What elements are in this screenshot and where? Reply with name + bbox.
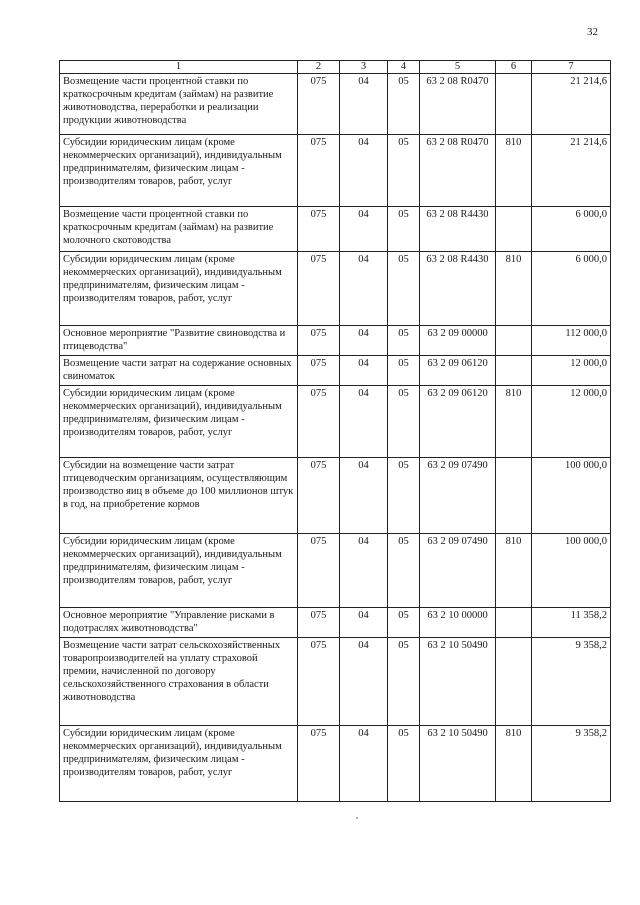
row-name: Возмещение части процентной ставки по краткосрочным кредитам (займам) на развитие животноводства, переработки и реализации продукции животноводства (60, 74, 298, 135)
table-row (60, 534, 611, 608)
row-amount: 6 000,0 (532, 252, 611, 326)
row-amount: 6 000,0 (532, 207, 611, 252)
row-subsection-code: 05 (388, 534, 420, 608)
row-expense-type: 810 (496, 252, 532, 326)
table-row (60, 386, 611, 458)
row-section-code: 04 (340, 458, 388, 534)
row-name: Субсидии юридическим лицам (кроме некоммерческих организаций), индивидуальным предпринимателям, физическим лицам - производителям товаров, работ, услуг (60, 726, 298, 802)
row-section-code: 04 (340, 386, 388, 458)
row-amount: 112 000,0 (532, 326, 611, 356)
row-amount: 12 000,0 (532, 386, 611, 458)
table-row (60, 726, 611, 802)
row-target-code: 63 2 09 00000 (420, 326, 496, 356)
row-target-code: 63 2 10 50490 (420, 638, 496, 726)
row-target-code: 63 2 09 06120 (420, 386, 496, 458)
header-row (60, 61, 611, 74)
header-col-6: 6 (496, 61, 532, 74)
row-target-code: 63 2 08 R4430 (420, 252, 496, 326)
row-ministry-code: 075 (298, 608, 340, 638)
row-amount: 21 214,6 (532, 74, 611, 135)
table-row (60, 135, 611, 207)
row-amount: 11 358,2 (532, 608, 611, 638)
row-expense-type (496, 608, 532, 638)
row-section-code: 04 (340, 356, 388, 386)
row-expense-type (496, 638, 532, 726)
row-expense-type (496, 326, 532, 356)
row-ministry-code: 075 (298, 135, 340, 207)
row-ministry-code: 075 (298, 74, 340, 135)
row-subsection-code: 05 (388, 726, 420, 802)
row-ministry-code: 075 (298, 726, 340, 802)
row-expense-type (496, 458, 532, 534)
row-ministry-code: 075 (298, 252, 340, 326)
row-subsection-code: 05 (388, 135, 420, 207)
row-subsection-code: 05 (388, 356, 420, 386)
row-target-code: 63 2 08 R4430 (420, 207, 496, 252)
row-target-code: 63 2 10 00000 (420, 608, 496, 638)
row-expense-type: 810 (496, 386, 532, 458)
row-amount: 9 358,2 (532, 638, 611, 726)
row-ministry-code: 075 (298, 326, 340, 356)
row-name: Возмещение части затрат сельскохозяйственных товаропроизводителей на уплату страховой премии, начисленной по договору сельскохозяйственного страхования в области животноводства (60, 638, 298, 726)
table-row (60, 608, 611, 638)
row-subsection-code: 05 (388, 74, 420, 135)
table-row (60, 638, 611, 726)
table-row (60, 207, 611, 252)
row-amount: 21 214,6 (532, 135, 611, 207)
row-subsection-code: 05 (388, 326, 420, 356)
row-target-code: 63 2 09 06120 (420, 356, 496, 386)
table-row (60, 252, 611, 326)
row-target-code: 63 2 09 07490 (420, 458, 496, 534)
table-row (60, 74, 611, 135)
scan-dot (356, 817, 358, 819)
row-expense-type (496, 356, 532, 386)
header-col-3: 3 (340, 61, 388, 74)
header-col-2: 2 (298, 61, 340, 74)
row-expense-type (496, 74, 532, 135)
row-section-code: 04 (340, 252, 388, 326)
table-row (60, 356, 611, 386)
row-name: Возмещение части процентной ставки по краткосрочным кредитам (займам) на развитие молочного скотоводства (60, 207, 298, 252)
row-amount: 100 000,0 (532, 458, 611, 534)
row-name: Субсидии юридическим лицам (кроме некоммерческих организаций), индивидуальным предпринимателям, физическим лицам - производителям товаров, работ, услуг (60, 135, 298, 207)
row-target-code: 63 2 10 50490 (420, 726, 496, 802)
row-name: Субсидии юридическим лицам (кроме некоммерческих организаций), индивидуальным предпринимателям, физическим лицам - производителям товаров, работ, услуг (60, 534, 298, 608)
header-col-7: 7 (532, 61, 611, 74)
row-section-code: 04 (340, 638, 388, 726)
row-amount: 12 000,0 (532, 356, 611, 386)
row-amount: 9 358,2 (532, 726, 611, 802)
budget-table (59, 60, 611, 802)
row-target-code: 63 2 08 R0470 (420, 135, 496, 207)
row-name: Основное мероприятие "Развитие свиноводства и птицеводства" (60, 326, 298, 356)
row-subsection-code: 05 (388, 252, 420, 326)
table-row (60, 458, 611, 534)
row-name: Субсидии юридическим лицам (кроме некоммерческих организаций), индивидуальным предпринимателям, физическим лицам - производителям товаров, работ, услуг (60, 252, 298, 326)
row-subsection-code: 05 (388, 386, 420, 458)
row-section-code: 04 (340, 608, 388, 638)
row-expense-type: 810 (496, 726, 532, 802)
row-subsection-code: 05 (388, 638, 420, 726)
row-ministry-code: 075 (298, 356, 340, 386)
row-ministry-code: 075 (298, 458, 340, 534)
page-number: 32 (587, 26, 598, 38)
row-ministry-code: 075 (298, 534, 340, 608)
row-section-code: 04 (340, 74, 388, 135)
row-subsection-code: 05 (388, 207, 420, 252)
row-target-code: 63 2 09 07490 (420, 534, 496, 608)
row-subsection-code: 05 (388, 608, 420, 638)
row-target-code: 63 2 08 R0470 (420, 74, 496, 135)
row-name: Основное мероприятие "Управление рисками в подотраслях животноводства" (60, 608, 298, 638)
row-section-code: 04 (340, 534, 388, 608)
row-expense-type: 810 (496, 534, 532, 608)
row-section-code: 04 (340, 207, 388, 252)
row-section-code: 04 (340, 135, 388, 207)
row-section-code: 04 (340, 726, 388, 802)
row-amount: 100 000,0 (532, 534, 611, 608)
row-ministry-code: 075 (298, 638, 340, 726)
row-expense-type: 810 (496, 135, 532, 207)
header-col-4: 4 (388, 61, 420, 74)
row-subsection-code: 05 (388, 458, 420, 534)
header-col-1: 1 (60, 61, 298, 74)
table-row (60, 326, 611, 356)
header-col-5: 5 (420, 61, 496, 74)
row-name: Возмещение части затрат на содержание основных свиноматок (60, 356, 298, 386)
row-expense-type (496, 207, 532, 252)
row-ministry-code: 075 (298, 207, 340, 252)
row-section-code: 04 (340, 326, 388, 356)
row-name: Субсидии юридическим лицам (кроме некоммерческих организаций), индивидуальным предпринимателям, физическим лицам - производителям товаров, работ, услуг (60, 386, 298, 458)
row-name: Субсидии на возмещение части затрат птицеводческим организациям, осуществляющим производство яиц в объеме до 100 миллионов штук в год, на приобретение кормов (60, 458, 298, 534)
row-ministry-code: 075 (298, 386, 340, 458)
